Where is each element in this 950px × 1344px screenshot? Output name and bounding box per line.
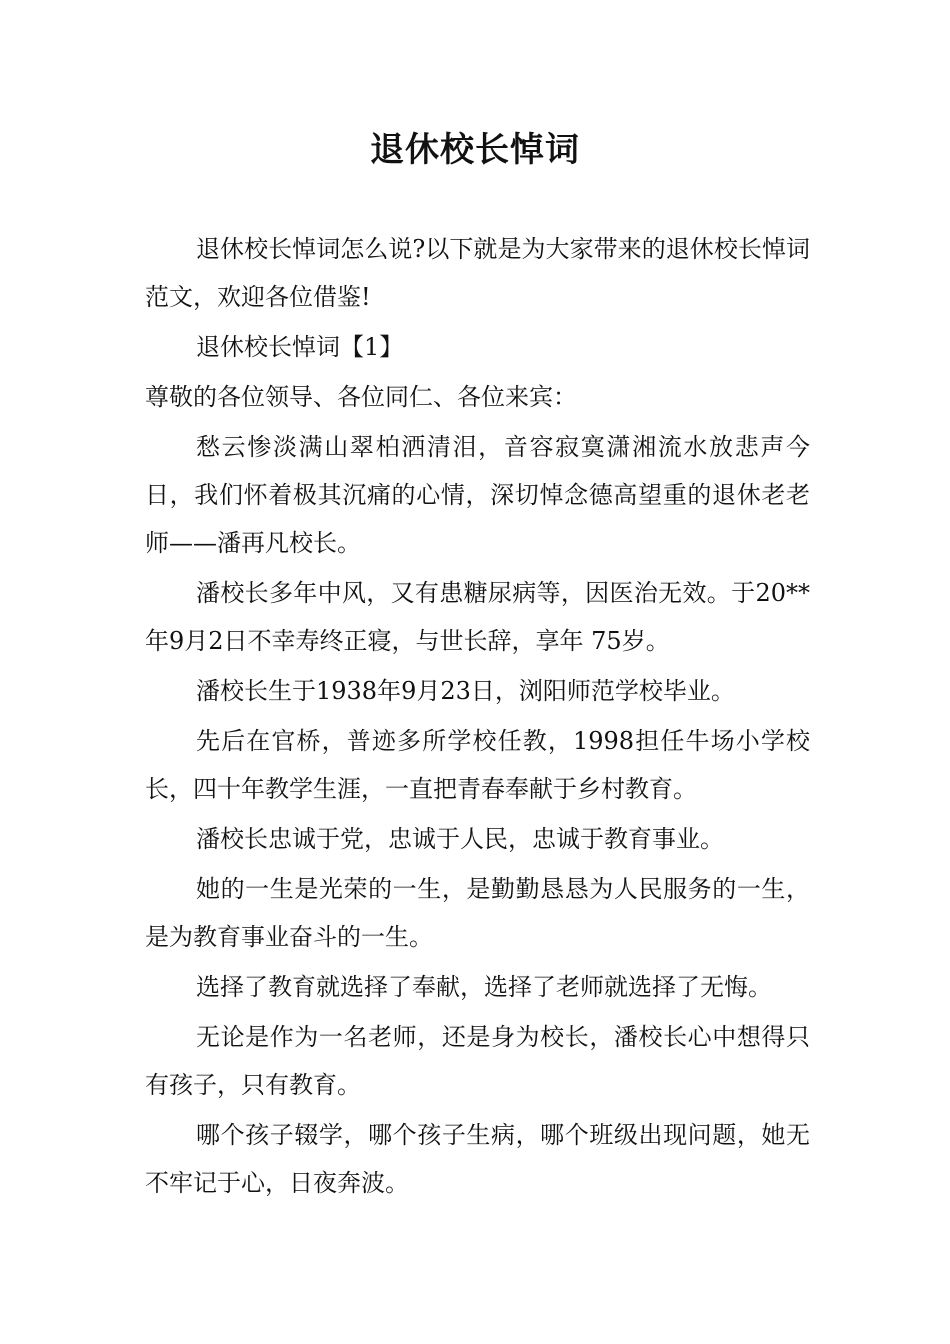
- section-heading: 退休校长悼词【1】: [196, 333, 404, 361]
- document-body: [145, 225, 810, 1209]
- paragraph: 选择了教育就选择了奉献，选择了老师就选择了无悔。: [196, 973, 772, 1001]
- document-title: 退休校长悼词: [370, 130, 580, 170]
- salutation: 尊敬的各位领导、各位同仁、各位来宾：: [145, 383, 577, 411]
- paragraph: 她的一生是光荣的一生，是勤勤恳恳为人民服务的一生，是为教育事业奋斗的一生。: [145, 875, 810, 951]
- paragraph: 潘校长多年中风，又有患糖尿病等，因医治无效。于20**年9月2日不幸寿终正寝，与世长辞，享年 75岁。: [145, 579, 810, 655]
- paragraph: 愁云惨淡满山翠柏洒清泪，音容寂寞潇湘流水放悲声今日，我们怀着极其沉痛的心情，深切悼念德高望重的退休老老师——潘再凡校长。: [145, 433, 810, 557]
- paragraph-intro: 退休校长悼词怎么说?以下就是为大家带来的退休校长悼词范文，欢迎各位借鉴!: [145, 235, 810, 311]
- paragraph: 无论是作为一名老师，还是身为校长，潘校长心中想得只有孩子，只有教育。: [145, 1023, 810, 1099]
- paragraph: 先后在官桥，普迹多所学校任教，1998担任牛场小学校长，四十年教学生涯，一直把青春奉献于乡村教育。: [145, 727, 810, 803]
- paragraph: 潘校长生于1938年9月23日，浏阳师范学校毕业。: [196, 677, 735, 705]
- paragraph: 哪个孩子辍学，哪个孩子生病，哪个班级出现问题，她无不牢记于心，日夜奔波。: [145, 1121, 810, 1197]
- paragraph: 潘校长忠诚于党，忠诚于人民，忠诚于教育事业。: [196, 825, 724, 853]
